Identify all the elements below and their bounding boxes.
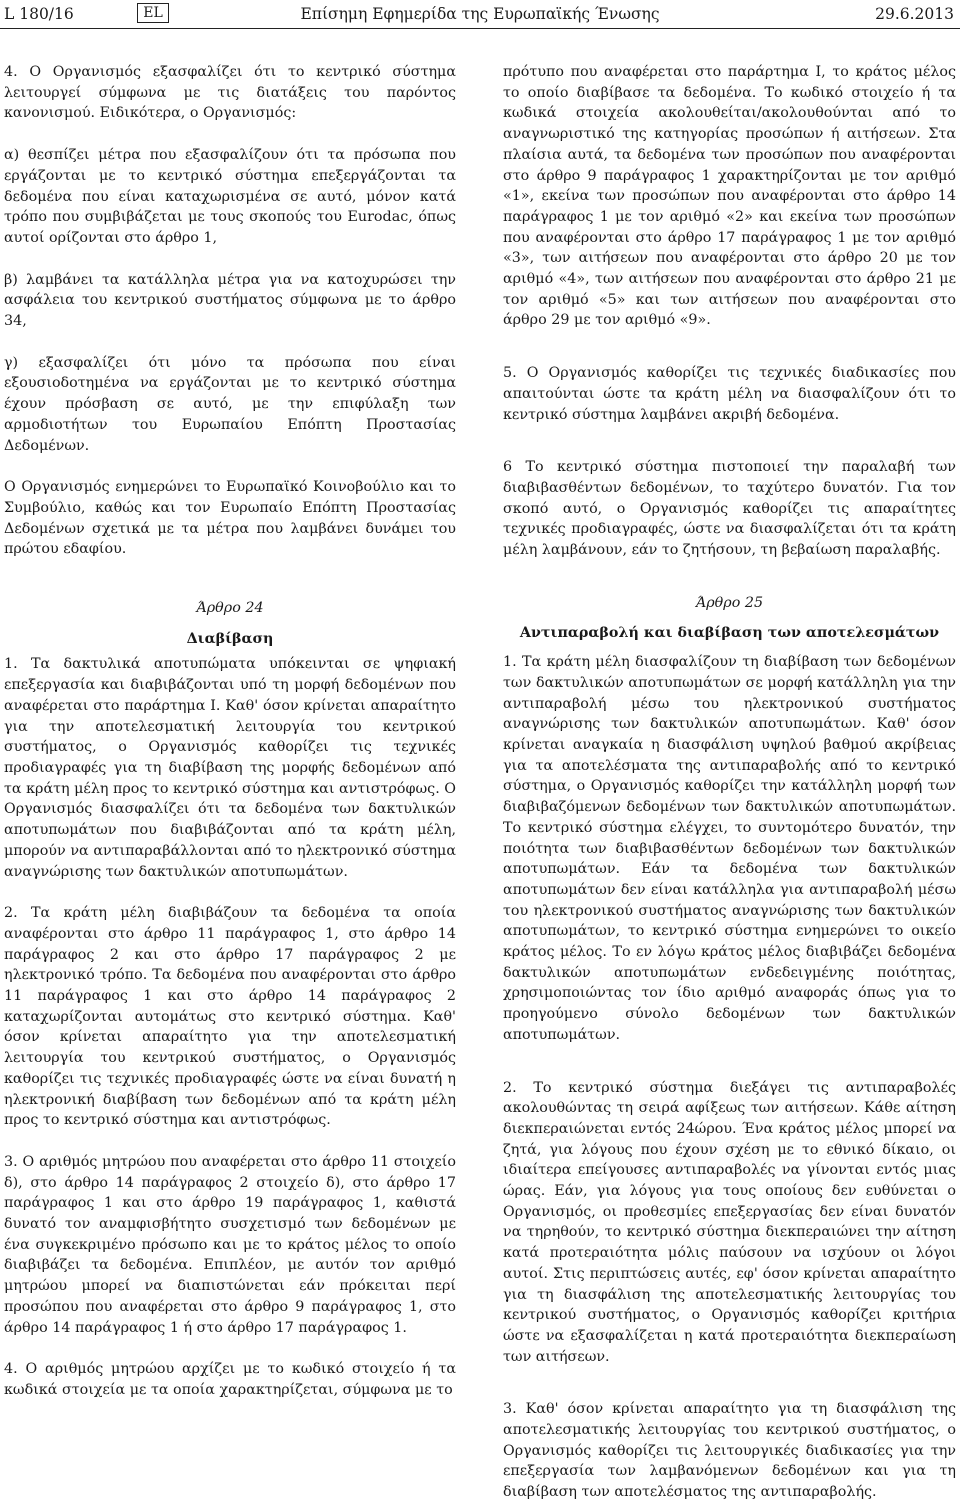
header-rule xyxy=(0,28,960,29)
page-header xyxy=(0,0,960,30)
article-24-number: Άρθρο 24 xyxy=(196,600,264,617)
language-code-box: EL xyxy=(137,3,169,23)
page-reference: L 180/16 xyxy=(4,5,74,23)
article-25-title: Αντιπαραβολή και διαβίβαση των αποτελεσμάτων xyxy=(519,625,940,642)
article-24-paragraph-1: 1. Τα δακτυλικά αποτυπώματα υπόκεινται σε ψηφιακή επεξεργασία και διαβιβάζονται υπό τη μορφή δεδομένων που αναφέρεται στο παράρτημα I. Καθ' όσον κρίνεται απαραίτητο για την αποτελεσματική λειτουργία του κεντρικού συστήματος, ο Οργανισμός καθορίζει τις τεχνικές προδιαγραφές για τη διαβίβαση της μορφής δεδομένων από τα κράτη μέλη προς το κεντρικό σύστημα και αντιστρόφως. Ο Οργανισμός διασφαλίζει ότι τα δεδομένα των δακτυλικών αποτυπωμάτων που διαβιβάζονται από τα κράτη μέλη, μπορούν να αντιπαραβάλλονται από το ηλεκτρονικό σύστημα αναγνώρισης των δακτυλικών αποτυπωμάτων. xyxy=(4,656,456,880)
point-a: α) θεσπίζει μέτρα που εξασφαλίζουν ότι τα πρόσωπα που εργάζονται με το κεντρικό σύστημα επεξεργάζονται τα δεδομένα που είναι καταχωρισμένα σε αυτό, μόνον κατά τρόπο που συμβιβάζεται με τους σκοπούς του Eurodac, όπως αυτοί ορίζονται στο άρθρο 1, xyxy=(4,147,456,246)
paragraph-inform: Ο Οργανισμός ενημερώνει το Ευρωπαϊκό Κοινοβούλιο και το Συμβούλιο, καθώς και τον Ευρωπαίο Επόπτη Προστασίας Δεδομένων σχετικά με τα μέτρα που λαμβάνει δυνάμει του πρώτου εδαφίου. xyxy=(4,479,456,558)
article-25-paragraph-3: 3. Καθ' όσον κρίνεται απαραίτητο για τη διασφάλιση της αποτελεσματικής λειτουργίας του κεντρικού συστήματος, ο Οργανισμός καθορίζει τις λειτουργικές διαδικασίες για την επεξεργασία των λαμβανόμενων δεδομένων και για τη διαβίβαση των αποτελέσματος της αντιπαραβολής. xyxy=(503,1401,956,1501)
article-24-paragraph-3: 3. Ο αριθμός μητρώου που αναφέρεται στο άρθρο 11 στοιχείο δ), στο άρθρο 14 παράγραφος 2 στοιχείο δ), στο άρθρο 17 παράγραφος 1 και στο άρθρο 19 παράγραφος 1, καθιστά δυνατό τον αναμφισβήτητο συσχετισμό των δεδομένων με ένα συγκεκριμένο πρόσωπο και με το κράτος μέλος το οποίο διαβιβάζει τα δεδομένα. Επιπλέον, με αυτόν τον αριθμό μητρώου μπορεί να διαπιστώνεται εάν πρόκειται περί προσώπου που αναφέρεται στο άρθρο 9 παράγραφος 1, στο άρθρο 14 παράγραφος 1 ή στο άρθρο 17 παράγραφος 1. xyxy=(4,1153,456,1336)
publication-date: 29.6.2013 xyxy=(875,5,954,23)
point-c: γ) εξασφαλίζει ότι μόνο τα πρόσωπα που είναι εξουσιοδοτημένα να εργάζονται με το κεντρικό σύστημα έχουν πρόσβαση σε αυτό, με την επιφύλαξη των αρμοδιοτήτων του Ευρωπαίου Επόπτη Προστασίας Δεδομένων. xyxy=(4,354,456,454)
journal-title: Επίσημη Εφημερίδα της Ευρωπαϊκής Ένωσης xyxy=(300,5,660,23)
right-column xyxy=(503,62,956,1503)
article-25-paragraph-1: 1. Τα κράτη μέλη διασφαλίζουν τη διαβίβαση των δεδομένων των δακτυλικών αποτυπωμάτων σε μορφή κατάλληλη για την αντιπαραβολή μέσω του ηλεκτρονικού συστήματος αναγνώρισης των δακτυλικών αποτυπωμάτων. Καθ' όσον κρίνεται αναγκαία η διασφάλιση υψηλού βαθμού ακρίβειας για τα αποτελέσματα της αντιπαραβολής από το κεντρικό σύστημα, ο Οργανισμός καθορίζει την κατάλληλη μορφή των διαβιβαζόμενων δεδομένων των δακτυλικών αποτυπωμάτων. Το κεντρικό σύστημα ελέγχει, το συντομότερο δυνατόν, την ποιότητα των διαβιβασθέντων δεδομένων των δακτυλικών αποτυπωμάτων. Εάν τα δεδομένα των δακτυλικών αποτυπωμάτων δεν είναι κατάλληλα για αντιπαραβολή μέσω του ηλεκτρονικού συστήματος αναγνώρισης των δακτυλικών αποτυπωμάτων, το κεντρικό σύστημα ενημερώνει το οικείο κράτος μέλος. Το εν λόγω κράτος μέλος διαβιβάζει δεδομένα δακτυλικών αποτυπωμάτων ενδεδειγμένης ποιότητας, χρησιμοποιώντας τον ίδιο αριθμό αναφοράς όπως για το προηγούμενο σύνολο δεδομένων των δακτυλικών αποτυπωμάτων. xyxy=(503,654,956,1043)
article-25-number: Άρθρο 25 xyxy=(695,594,764,611)
article-24-paragraph-4-continued: πρότυπο που αναφέρεται στο παράρτημα I, το κράτος μέλος το οποίο διαβίβασε τα δεδομένα. Το κωδικό στοιχείο ή τα κωδικά στοιχεία ακολουθείται/ακολουθούνται από το αναγνωριστικό της κατηγορίας προσώπων ή αιτήσεων. Στα πλαίσια αυτά, τα δεδομένα των προσώπων που αναφέρονται στο άρθρο 9 παράγραφος 1 χαρακτηρίζονται με τον αριθμό «1», εκείνα των προσώπων που αναφέρονται στο άρθρο 14 παράγραφος 1 με τον αριθμό «2» και εκείνα των προσώπων που αναφέρονται στο άρθρο 17 παράγραφος 1 με τον αριθμό «3», των αιτήσεων που αναφέρονται στο άρθρο 20 με τον αριθμό «4», των αιτήσεων που αναφέρονται στο άρθρο 21 με τον αριθμό «5» και των αιτήσεων που αναφέρονται στο άρθρο 29 με τον αριθμό «9». xyxy=(503,64,956,329)
article-24-paragraph-5: 5. Ο Οργανισμός καθορίζει τις τεχνικές διαδικασίες που απαιτούνται ώστε τα κράτη μέλη να διασφαλίζουν ότι το κεντρικό σύστημα λαμβάνει ακριβή δεδομένα. xyxy=(503,365,956,423)
point-b: β) λαμβάνει τα κατάλληλα μέτρα για να κατοχυρώσει την ασφάλεια του κεντρικού συστήματος σύμφωνα με το άρθρο 34, xyxy=(4,271,456,330)
article-24-paragraph-4: 4. Ο αριθμός μητρώου αρχίζει με το κωδικό στοιχείο ή τα κωδικά στοιχεία με τα οποία χαρακτηρίζεται, σύμφωνα με το xyxy=(4,1361,456,1398)
article-25-paragraph-2: 2. Το κεντρικό σύστημα διεξάγει τις αντιπαραβολές ακολουθώντας τη σειρά αφίξεως των αιτήσεων. Κάθε αίτηση διεκπεραιώνεται εντός 24ώρου. Ένα κράτος μέλος μπορεί να ζητά, για λόγους που έχουν σχέση με το εθνικό δίκαιο, οι ιδιαίτερα επείγουσες αντιπαραβολές να γίνονται εντός μιας ώρας. Εάν, για λόγους για τους οποίους δεν ευθύνεται ο Οργανισμός, οι προθεσμίες επεξεργασίας δεν είναι δυνατόν να τηρηθούν, το κεντρικό σύστημα διεκπεραιώνει την αίτηση κατά προτεραιότητα μόλις παύσουν να ισχύουν οι λόγοι αυτοί. Στις περιπτώσεις αυτές, εφ' όσον κρίνεται απαραίτητο για τη διασφάλιση της αποτελεσματικής λειτουργίας του κεντρικού συστήματος, ο Οργανισμός καθορίζει κριτήρια ώστε να εξασφαλίζεται η κατά προτεραιότητα διεκπεραίωση των αιτήσεων. xyxy=(503,1079,956,1365)
article-24-title: Διαβίβαση xyxy=(186,630,274,647)
article-24-paragraph-2: 2. Τα κράτη μέλη διαβιβάζουν τα δεδομένα τα οποία αναφέρονται στο άρθρο 11 παράγραφος 1, στο άρθρο 14 παράγραφος 2 και στο άρθρο 17 παράγραφος 2 με ηλεκτρονικό τρόπο. Τα δεδομένα που αναφέρονται στο άρθρο 11 παράγραφος 1 και στο άρθρο 14 παράγραφος 2 καταχωρίζονται αυτομάτως στο κεντρικό σύστημα. Καθ' όσον κρίνεται απαραίτητο για την αποτελεσματική λειτουργία του κεντρικού συστήματος, ο Οργανισμός καθορίζει τις τεχνικές προδιαγραφές ώστε να είναι δυνατή η ηλεκτρονική διαβίβαση των δεδομένων από τα κράτη μέλη προς το κεντρικό σύστημα και αντιστρόφως. xyxy=(4,905,456,1129)
article-24-paragraph-6: 6 Το κεντρικό σύστημα πιστοποιεί την παραλαβή των διαβιβασθέντων δεδομένων, το ταχύτερο δυνατόν. Για τον σκοπό αυτό, ο Οργανισμός καθορίζει τις απαραίτητες τεχνικές προδιαγραφές, ώστε να διασφαλίζεται ότι τα κράτη μέλη λαμβάνουν, εάν το ζητήσουν, τη βεβαίωση παραλαβής. xyxy=(503,459,956,559)
left-column xyxy=(4,62,456,1401)
paragraph-4: 4. Ο Οργανισμός εξασφαλίζει ότι το κεντρικό σύστημα λειτουργεί σύμφωνα με τις διατάξεις του παρόντος κανονισμού. Ειδικότερα, ο Οργανισμός: xyxy=(4,64,456,122)
